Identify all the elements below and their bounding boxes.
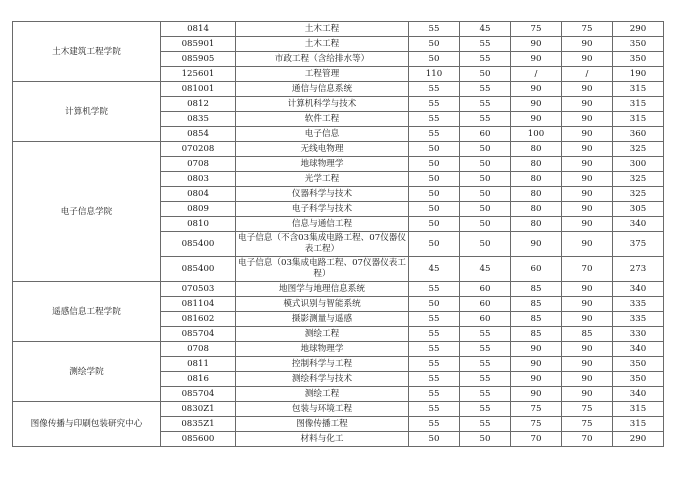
score-politics-cell: 50 — [409, 52, 460, 67]
score-politics-cell: 45 — [409, 257, 460, 282]
major-code-cell: 070503 — [161, 282, 236, 297]
score-politics-cell: 55 — [409, 372, 460, 387]
score-total-cell: 340 — [613, 387, 664, 402]
score-total-cell: 350 — [613, 37, 664, 52]
score-total-cell: 290 — [613, 22, 664, 37]
score-politics-cell: 50 — [409, 297, 460, 312]
score-total-cell: 315 — [613, 97, 664, 112]
table-row — [13, 82, 664, 97]
score-subject2-cell: 90 — [562, 142, 613, 157]
major-code-cell: 125601 — [161, 67, 236, 82]
score-total-cell: 335 — [613, 297, 664, 312]
score-politics-cell: 55 — [409, 342, 460, 357]
score-total-cell: 273 — [613, 257, 664, 282]
score-subject1-cell: 90 — [511, 372, 562, 387]
score-subject2-cell: 90 — [562, 297, 613, 312]
score-politics-cell: 50 — [409, 202, 460, 217]
score-subject2-cell: 90 — [562, 82, 613, 97]
score-subject1-cell: 60 — [511, 257, 562, 282]
major-code-cell: 0708 — [161, 342, 236, 357]
score-english-cell: 50 — [460, 67, 511, 82]
major-code-cell: 085704 — [161, 327, 236, 342]
major-code-cell: 081602 — [161, 312, 236, 327]
major-code-cell: 0811 — [161, 357, 236, 372]
score-subject2-cell: 75 — [562, 22, 613, 37]
score-english-cell: 50 — [460, 142, 511, 157]
score-english-cell: 50 — [460, 232, 511, 257]
score-politics-cell: 55 — [409, 112, 460, 127]
score-english-cell: 50 — [460, 202, 511, 217]
score-politics-cell: 50 — [409, 232, 460, 257]
score-table-body — [13, 22, 664, 447]
score-subject2-cell: 90 — [562, 37, 613, 52]
score-politics-cell: 55 — [409, 282, 460, 297]
major-code-cell: 0810 — [161, 217, 236, 232]
score-politics-cell: 55 — [409, 357, 460, 372]
score-subject1-cell: 100 — [511, 127, 562, 142]
score-english-cell: 50 — [460, 172, 511, 187]
score-subject1-cell: 85 — [511, 312, 562, 327]
major-code-cell: 0854 — [161, 127, 236, 142]
major-name-cell: 市政工程（含给排水等） — [236, 52, 409, 67]
major-name-cell: 电子科学与技术 — [236, 202, 409, 217]
major-name-cell: 材料与化工 — [236, 432, 409, 447]
score-subject1-cell: 80 — [511, 187, 562, 202]
score-politics-cell: 50 — [409, 157, 460, 172]
score-total-cell: 325 — [613, 142, 664, 157]
score-subject2-cell: 85 — [562, 327, 613, 342]
major-code-cell: 070208 — [161, 142, 236, 157]
table-row — [13, 342, 664, 357]
major-name-cell: 仪器科学与技术 — [236, 187, 409, 202]
score-english-cell: 55 — [460, 327, 511, 342]
score-english-cell: 50 — [460, 217, 511, 232]
major-name-cell: 模式识别与智能系统 — [236, 297, 409, 312]
score-total-cell: 340 — [613, 282, 664, 297]
score-politics-cell: 50 — [409, 142, 460, 157]
score-english-cell: 55 — [460, 402, 511, 417]
score-subject1-cell: 85 — [511, 297, 562, 312]
score-total-cell: 315 — [613, 112, 664, 127]
major-name-cell: 控制科学与工程 — [236, 357, 409, 372]
major-name-cell: 光学工程 — [236, 172, 409, 187]
score-subject1-cell: 85 — [511, 282, 562, 297]
score-politics-cell: 55 — [409, 402, 460, 417]
major-code-cell: 085400 — [161, 257, 236, 282]
college-name-cell: 土木建筑工程学院 — [13, 22, 161, 82]
score-total-cell: 350 — [613, 357, 664, 372]
score-subject1-cell: 90 — [511, 357, 562, 372]
major-code-cell: 0708 — [161, 157, 236, 172]
major-code-cell: 0816 — [161, 372, 236, 387]
major-code-cell: 0809 — [161, 202, 236, 217]
score-subject1-cell: 80 — [511, 142, 562, 157]
score-politics-cell: 50 — [409, 37, 460, 52]
score-subject1-cell: 90 — [511, 232, 562, 257]
college-name-cell: 测绘学院 — [13, 342, 161, 402]
score-total-cell: 350 — [613, 52, 664, 67]
score-total-cell: 315 — [613, 417, 664, 432]
score-english-cell: 45 — [460, 257, 511, 282]
score-subject2-cell: 90 — [562, 52, 613, 67]
score-english-cell: 60 — [460, 282, 511, 297]
score-subject2-cell: 90 — [562, 372, 613, 387]
score-total-cell: 330 — [613, 327, 664, 342]
score-politics-cell: 55 — [409, 82, 460, 97]
score-total-cell: 305 — [613, 202, 664, 217]
score-subject1-cell: 90 — [511, 342, 562, 357]
major-code-cell: 0803 — [161, 172, 236, 187]
score-english-cell: 55 — [460, 112, 511, 127]
major-code-cell: 085901 — [161, 37, 236, 52]
score-politics-cell: 50 — [409, 187, 460, 202]
score-english-cell: 55 — [460, 37, 511, 52]
major-code-cell: 0804 — [161, 187, 236, 202]
score-subject1-cell: 90 — [511, 82, 562, 97]
major-name-cell: 地球物理学 — [236, 342, 409, 357]
score-english-cell: 60 — [460, 312, 511, 327]
major-name-cell: 计算机科学与技术 — [236, 97, 409, 112]
score-english-cell: 55 — [460, 372, 511, 387]
score-total-cell: 190 — [613, 67, 664, 82]
score-total-cell: 335 — [613, 312, 664, 327]
score-subject2-cell: 90 — [562, 97, 613, 112]
major-code-cell: 085704 — [161, 387, 236, 402]
table-row — [13, 402, 664, 417]
score-politics-cell: 50 — [409, 172, 460, 187]
score-english-cell: 50 — [460, 432, 511, 447]
score-politics-cell: 55 — [409, 417, 460, 432]
major-name-cell: 工程管理 — [236, 67, 409, 82]
score-subject2-cell: 90 — [562, 202, 613, 217]
score-english-cell: 50 — [460, 157, 511, 172]
score-total-cell: 315 — [613, 402, 664, 417]
score-total-cell: 350 — [613, 372, 664, 387]
score-subject1-cell: 80 — [511, 172, 562, 187]
major-name-cell: 无线电物理 — [236, 142, 409, 157]
major-name-cell: 地球物理学 — [236, 157, 409, 172]
score-politics-cell: 55 — [409, 127, 460, 142]
table-row — [13, 282, 664, 297]
score-table — [12, 21, 664, 447]
major-code-cell: 0830Z1 — [161, 402, 236, 417]
score-subject2-cell: 90 — [562, 342, 613, 357]
score-subject2-cell: 70 — [562, 257, 613, 282]
score-subject2-cell: 90 — [562, 112, 613, 127]
score-total-cell: 290 — [613, 432, 664, 447]
score-total-cell: 325 — [613, 187, 664, 202]
major-code-cell: 081001 — [161, 82, 236, 97]
score-english-cell: 55 — [460, 342, 511, 357]
major-code-cell: 0812 — [161, 97, 236, 112]
major-code-cell: 0814 — [161, 22, 236, 37]
score-english-cell: 55 — [460, 357, 511, 372]
major-name-cell: 测绘工程 — [236, 387, 409, 402]
score-subject1-cell: 80 — [511, 202, 562, 217]
score-subject2-cell: 90 — [562, 282, 613, 297]
college-name-cell: 电子信息学院 — [13, 142, 161, 282]
score-total-cell: 300 — [613, 157, 664, 172]
major-name-cell: 土木工程 — [236, 22, 409, 37]
score-subject2-cell: 75 — [562, 402, 613, 417]
score-subject1-cell: 90 — [511, 387, 562, 402]
college-name-cell: 计算机学院 — [13, 82, 161, 142]
score-english-cell: 45 — [460, 22, 511, 37]
score-politics-cell: 55 — [409, 327, 460, 342]
score-subject1-cell: 75 — [511, 402, 562, 417]
major-code-cell: 0835Z1 — [161, 417, 236, 432]
score-subject2-cell: 90 — [562, 217, 613, 232]
score-total-cell: 340 — [613, 217, 664, 232]
score-english-cell: 55 — [460, 417, 511, 432]
score-subject2-cell: 90 — [562, 232, 613, 257]
score-english-cell: 55 — [460, 387, 511, 402]
major-name-cell: 测绘科学与技术 — [236, 372, 409, 387]
major-name-cell: 包装与环境工程 — [236, 402, 409, 417]
score-subject1-cell: / — [511, 67, 562, 82]
score-politics-cell: 55 — [409, 387, 460, 402]
score-english-cell: 55 — [460, 97, 511, 112]
score-subject2-cell: 90 — [562, 172, 613, 187]
major-name-cell: 电子信息（03集成电路工程、07仪器仪表工程） — [236, 257, 409, 282]
score-subject1-cell: 90 — [511, 52, 562, 67]
major-code-cell: 085600 — [161, 432, 236, 447]
major-name-cell: 电子信息（不含03集成电路工程、07仪器仪表工程） — [236, 232, 409, 257]
score-total-cell: 325 — [613, 172, 664, 187]
major-name-cell: 图像传播工程 — [236, 417, 409, 432]
major-name-cell: 土木工程 — [236, 37, 409, 52]
college-name-cell: 遥感信息工程学院 — [13, 282, 161, 342]
score-subject2-cell: 90 — [562, 157, 613, 172]
table-row — [13, 142, 664, 157]
score-politics-cell: 50 — [409, 432, 460, 447]
college-name-cell: 图像传播与印刷包装研究中心 — [13, 402, 161, 447]
table-row — [13, 22, 664, 37]
score-politics-cell: 50 — [409, 217, 460, 232]
major-code-cell: 085905 — [161, 52, 236, 67]
score-english-cell: 55 — [460, 82, 511, 97]
score-politics-cell: 110 — [409, 67, 460, 82]
score-total-cell: 315 — [613, 82, 664, 97]
score-subject2-cell: 90 — [562, 187, 613, 202]
major-name-cell: 信息与通信工程 — [236, 217, 409, 232]
score-subject2-cell: / — [562, 67, 613, 82]
score-subject1-cell: 75 — [511, 417, 562, 432]
score-politics-cell: 55 — [409, 312, 460, 327]
score-english-cell: 60 — [460, 127, 511, 142]
score-subject2-cell: 70 — [562, 432, 613, 447]
major-code-cell: 081104 — [161, 297, 236, 312]
score-english-cell: 55 — [460, 52, 511, 67]
score-subject1-cell: 80 — [511, 157, 562, 172]
score-subject1-cell: 85 — [511, 327, 562, 342]
score-total-cell: 375 — [613, 232, 664, 257]
major-name-cell: 地图学与地理信息系统 — [236, 282, 409, 297]
major-name-cell: 软件工程 — [236, 112, 409, 127]
score-total-cell: 340 — [613, 342, 664, 357]
score-subject2-cell: 90 — [562, 387, 613, 402]
score-subject1-cell: 75 — [511, 22, 562, 37]
score-subject2-cell: 90 — [562, 127, 613, 142]
score-english-cell: 50 — [460, 187, 511, 202]
score-subject2-cell: 75 — [562, 417, 613, 432]
major-code-cell: 0835 — [161, 112, 236, 127]
score-subject2-cell: 90 — [562, 312, 613, 327]
score-politics-cell: 55 — [409, 97, 460, 112]
score-total-cell: 360 — [613, 127, 664, 142]
major-name-cell: 测绘工程 — [236, 327, 409, 342]
score-subject2-cell: 90 — [562, 357, 613, 372]
score-english-cell: 60 — [460, 297, 511, 312]
major-name-cell: 摄影测量与遥感 — [236, 312, 409, 327]
score-politics-cell: 55 — [409, 22, 460, 37]
score-subject1-cell: 70 — [511, 432, 562, 447]
score-subject1-cell: 90 — [511, 112, 562, 127]
score-subject1-cell: 90 — [511, 37, 562, 52]
score-subject1-cell: 90 — [511, 97, 562, 112]
major-name-cell: 电子信息 — [236, 127, 409, 142]
major-name-cell: 通信与信息系统 — [236, 82, 409, 97]
major-code-cell: 085400 — [161, 232, 236, 257]
score-subject1-cell: 80 — [511, 217, 562, 232]
